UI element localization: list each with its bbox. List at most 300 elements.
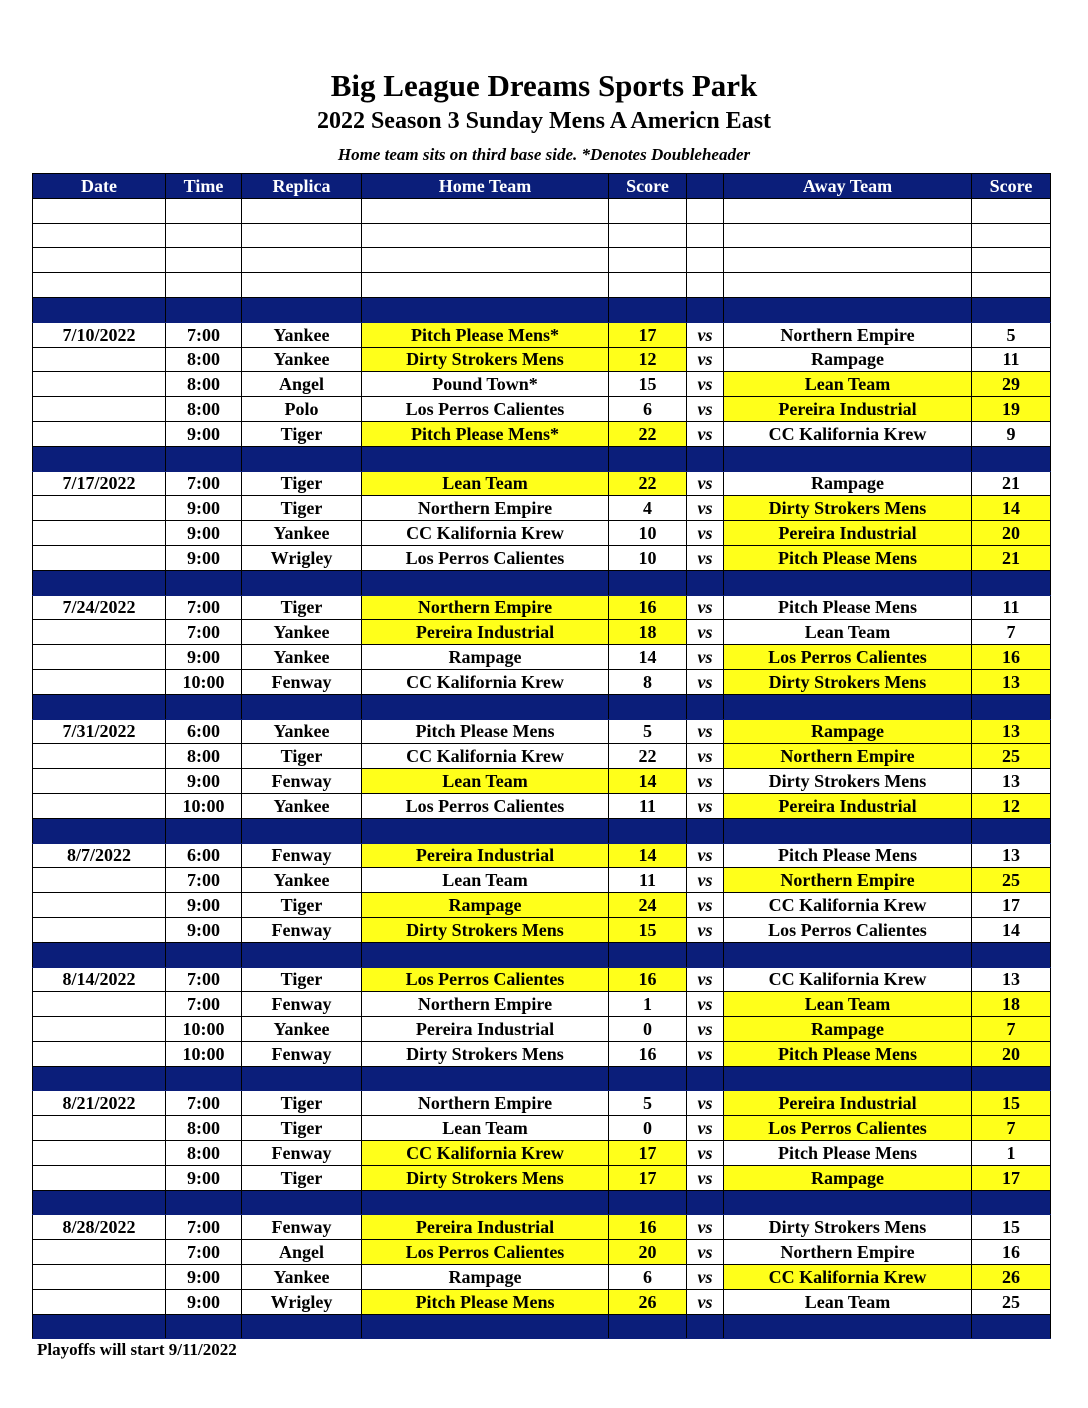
- away-score: 25: [972, 868, 1051, 893]
- vs-label: vs: [687, 992, 724, 1017]
- away-team: Lean Team: [724, 620, 972, 645]
- game-field: Angel: [242, 372, 362, 397]
- game-row: [33, 347, 1051, 372]
- vs-label: vs: [687, 769, 724, 794]
- away-score: 14: [972, 917, 1051, 942]
- game-field: Yankee: [242, 645, 362, 670]
- blank-cell: [242, 198, 362, 223]
- game-time: 9:00: [166, 545, 242, 570]
- game-field: Wrigley: [242, 545, 362, 570]
- home-team: Los Perros Calientes: [362, 397, 609, 422]
- week-separator: [33, 446, 1051, 471]
- away-score: 7: [972, 1017, 1051, 1042]
- separator-cell: [972, 446, 1051, 471]
- vs-label: vs: [687, 1215, 724, 1240]
- game-row: [33, 372, 1051, 397]
- game-time: 9:00: [166, 645, 242, 670]
- week-separator: [33, 818, 1051, 843]
- home-team: Pitch Please Mens: [362, 1289, 609, 1314]
- separator-cell: [687, 942, 724, 967]
- separator-cell: [166, 818, 242, 843]
- away-score: 13: [972, 769, 1051, 794]
- game-row: [33, 595, 1051, 620]
- footer-note: Playoffs will start 9/11/2022: [37, 1340, 237, 1359]
- game-time: 8:00: [166, 372, 242, 397]
- home-team: Northern Empire: [362, 595, 609, 620]
- game-date: 7/17/2022: [33, 471, 166, 496]
- separator-cell: [724, 446, 972, 471]
- game-date: [33, 893, 166, 918]
- vs-label: vs: [687, 793, 724, 818]
- blank-cell: [724, 198, 972, 223]
- game-row: [33, 1141, 1051, 1166]
- away-team: Pereira Industrial: [724, 1091, 972, 1116]
- home-score: 22: [609, 421, 687, 446]
- game-row: [33, 322, 1051, 347]
- game-row: [33, 769, 1051, 794]
- away-score: 5: [972, 322, 1051, 347]
- home-score: 22: [609, 744, 687, 769]
- game-row: [33, 421, 1051, 446]
- home-score: 16: [609, 967, 687, 992]
- week-separator: [33, 297, 1051, 322]
- home-team: Northern Empire: [362, 496, 609, 521]
- game-field: Tiger: [242, 595, 362, 620]
- home-team: CC Kalifornia Krew: [362, 1141, 609, 1166]
- game-field: Fenway: [242, 769, 362, 794]
- vs-label: vs: [687, 620, 724, 645]
- game-row: [33, 793, 1051, 818]
- game-row: [33, 992, 1051, 1017]
- game-date: [33, 669, 166, 694]
- away-score: 17: [972, 893, 1051, 918]
- game-row: [33, 967, 1051, 992]
- home-team: Pitch Please Mens*: [362, 421, 609, 446]
- game-row: [33, 471, 1051, 496]
- game-row: [33, 868, 1051, 893]
- separator-cell: [166, 446, 242, 471]
- blank-cell: [609, 248, 687, 273]
- home-score: 12: [609, 347, 687, 372]
- away-score: 7: [972, 620, 1051, 645]
- game-time: 7:00: [166, 595, 242, 620]
- week-separator: [33, 942, 1051, 967]
- blank-cell: [972, 198, 1051, 223]
- week-separator: [33, 1066, 1051, 1091]
- blank-row: [33, 198, 1051, 223]
- blank-cell: [609, 273, 687, 298]
- game-row: [33, 917, 1051, 942]
- game-time: 7:00: [166, 322, 242, 347]
- game-time: 10:00: [166, 1041, 242, 1066]
- game-time: 7:00: [166, 868, 242, 893]
- home-score: 11: [609, 793, 687, 818]
- separator-cell: [724, 1190, 972, 1215]
- separator-cell: [33, 818, 166, 843]
- vs-label: vs: [687, 645, 724, 670]
- away-score: 25: [972, 1289, 1051, 1314]
- home-score: 14: [609, 843, 687, 868]
- game-date: [33, 1265, 166, 1290]
- home-team: Los Perros Calientes: [362, 793, 609, 818]
- separator-cell: [609, 297, 687, 322]
- column-header-replica: Replica: [242, 174, 362, 199]
- game-row: [33, 1116, 1051, 1141]
- separator-cell: [362, 1190, 609, 1215]
- away-team: Lean Team: [724, 1289, 972, 1314]
- away-score: 12: [972, 793, 1051, 818]
- away-score: 20: [972, 521, 1051, 546]
- page-title: Big League Dreams Sports Park: [330, 68, 758, 103]
- separator-cell: [687, 1066, 724, 1091]
- table-header-row: [33, 174, 1051, 199]
- separator-cell: [724, 1314, 972, 1339]
- vs-label: vs: [687, 1091, 724, 1116]
- separator-cell: [687, 1190, 724, 1215]
- game-date: 8/21/2022: [33, 1091, 166, 1116]
- game-date: 7/31/2022: [33, 719, 166, 744]
- separator-cell: [972, 942, 1051, 967]
- home-team: Pereira Industrial: [362, 1215, 609, 1240]
- separator-cell: [242, 1314, 362, 1339]
- blank-cell: [687, 273, 724, 298]
- away-score: 13: [972, 719, 1051, 744]
- game-row: [33, 1240, 1051, 1265]
- blank-cell: [33, 248, 166, 273]
- game-field: Yankee: [242, 620, 362, 645]
- away-team: Lean Team: [724, 992, 972, 1017]
- away-team: Pitch Please Mens: [724, 595, 972, 620]
- blank-cell: [242, 248, 362, 273]
- blank-cell: [724, 273, 972, 298]
- blank-cell: [362, 198, 609, 223]
- game-time: 9:00: [166, 421, 242, 446]
- game-date: [33, 1240, 166, 1265]
- separator-cell: [972, 1066, 1051, 1091]
- game-date: [33, 347, 166, 372]
- vs-label: vs: [687, 496, 724, 521]
- home-score: 15: [609, 917, 687, 942]
- game-date: 8/28/2022: [33, 1215, 166, 1240]
- separator-cell: [972, 818, 1051, 843]
- home-team: Pitch Please Mens*: [362, 322, 609, 347]
- game-field: Yankee: [242, 347, 362, 372]
- blank-cell: [724, 223, 972, 248]
- separator-cell: [609, 942, 687, 967]
- separator-cell: [687, 570, 724, 595]
- separator-cell: [33, 570, 166, 595]
- away-team: Dirty Strokers Mens: [724, 1215, 972, 1240]
- away-team: Rampage: [724, 1017, 972, 1042]
- home-team: CC Kalifornia Krew: [362, 669, 609, 694]
- home-team: Los Perros Calientes: [362, 1240, 609, 1265]
- game-date: [33, 521, 166, 546]
- game-date: 7/10/2022: [33, 322, 166, 347]
- week-separator: [33, 1190, 1051, 1215]
- game-field: Polo: [242, 397, 362, 422]
- game-row: [33, 496, 1051, 521]
- vs-label: vs: [687, 372, 724, 397]
- game-field: Fenway: [242, 992, 362, 1017]
- home-score: 0: [609, 1017, 687, 1042]
- game-date: 8/7/2022: [33, 843, 166, 868]
- home-score: 18: [609, 620, 687, 645]
- home-team: Dirty Strokers Mens: [362, 1165, 609, 1190]
- separator-cell: [687, 297, 724, 322]
- separator-cell: [33, 694, 166, 719]
- vs-label: vs: [687, 347, 724, 372]
- separator-cell: [33, 1190, 166, 1215]
- home-score: 26: [609, 1289, 687, 1314]
- blank-cell: [687, 223, 724, 248]
- away-team: Pitch Please Mens: [724, 1041, 972, 1066]
- game-date: [33, 372, 166, 397]
- game-date: [33, 868, 166, 893]
- separator-cell: [362, 297, 609, 322]
- blank-cell: [166, 223, 242, 248]
- game-time: 8:00: [166, 1141, 242, 1166]
- home-team: Dirty Strokers Mens: [362, 347, 609, 372]
- away-team: Pitch Please Mens: [724, 545, 972, 570]
- game-time: 7:00: [166, 1215, 242, 1240]
- separator-cell: [687, 446, 724, 471]
- game-date: [33, 1289, 166, 1314]
- blank-cell: [166, 273, 242, 298]
- separator-cell: [724, 570, 972, 595]
- separator-cell: [33, 942, 166, 967]
- home-score: 10: [609, 521, 687, 546]
- blank-cell: [242, 223, 362, 248]
- blank-cell: [362, 248, 609, 273]
- separator-cell: [609, 570, 687, 595]
- game-field: Fenway: [242, 843, 362, 868]
- separator-cell: [362, 446, 609, 471]
- game-row: [33, 744, 1051, 769]
- game-field: Yankee: [242, 868, 362, 893]
- home-team: Rampage: [362, 1265, 609, 1290]
- vs-label: vs: [687, 1240, 724, 1265]
- game-row: [33, 397, 1051, 422]
- away-score: 25: [972, 744, 1051, 769]
- away-team: Rampage: [724, 719, 972, 744]
- away-score: 17: [972, 1165, 1051, 1190]
- vs-label: vs: [687, 397, 724, 422]
- game-row: [33, 719, 1051, 744]
- game-field: Fenway: [242, 669, 362, 694]
- game-row: [33, 545, 1051, 570]
- game-date: [33, 620, 166, 645]
- separator-cell: [242, 1190, 362, 1215]
- blank-row: [33, 273, 1051, 298]
- vs-label: vs: [687, 719, 724, 744]
- week-separator: [33, 1314, 1051, 1339]
- separator-cell: [687, 818, 724, 843]
- away-score: 1: [972, 1141, 1051, 1166]
- vs-label: vs: [687, 322, 724, 347]
- separator-cell: [33, 1314, 166, 1339]
- home-score: 0: [609, 1116, 687, 1141]
- game-time: 9:00: [166, 521, 242, 546]
- game-field: Tiger: [242, 893, 362, 918]
- game-date: [33, 1141, 166, 1166]
- separator-cell: [724, 694, 972, 719]
- game-row: [33, 1165, 1051, 1190]
- separator-cell: [609, 1066, 687, 1091]
- away-score: 15: [972, 1091, 1051, 1116]
- separator-cell: [972, 1190, 1051, 1215]
- home-team: Pereira Industrial: [362, 1017, 609, 1042]
- game-date: [33, 1116, 166, 1141]
- vs-label: vs: [687, 917, 724, 942]
- away-team: Lean Team: [724, 372, 972, 397]
- game-field: Fenway: [242, 1215, 362, 1240]
- blank-cell: [33, 223, 166, 248]
- away-score: 7: [972, 1116, 1051, 1141]
- game-field: Tiger: [242, 471, 362, 496]
- away-score: 13: [972, 669, 1051, 694]
- game-field: Fenway: [242, 1041, 362, 1066]
- game-time: 7:00: [166, 967, 242, 992]
- game-date: [33, 1041, 166, 1066]
- home-score: 16: [609, 1041, 687, 1066]
- game-field: Yankee: [242, 1017, 362, 1042]
- game-time: 8:00: [166, 744, 242, 769]
- game-field: Tiger: [242, 1165, 362, 1190]
- game-row: [33, 1017, 1051, 1042]
- vs-label: vs: [687, 1017, 724, 1042]
- away-team: Los Perros Calientes: [724, 1116, 972, 1141]
- game-date: [33, 421, 166, 446]
- away-score: 11: [972, 595, 1051, 620]
- game-time: 7:00: [166, 620, 242, 645]
- away-score: 14: [972, 496, 1051, 521]
- away-team: Pereira Industrial: [724, 521, 972, 546]
- away-team: Dirty Strokers Mens: [724, 669, 972, 694]
- away-team: Rampage: [724, 471, 972, 496]
- away-score: 13: [972, 843, 1051, 868]
- separator-cell: [724, 942, 972, 967]
- home-score: 5: [609, 719, 687, 744]
- home-score: 16: [609, 1215, 687, 1240]
- game-row: [33, 1041, 1051, 1066]
- column-header-time: Time: [166, 174, 242, 199]
- separator-cell: [242, 446, 362, 471]
- game-field: Yankee: [242, 322, 362, 347]
- vs-label: vs: [687, 1116, 724, 1141]
- blank-cell: [609, 198, 687, 223]
- separator-cell: [242, 694, 362, 719]
- separator-cell: [242, 1066, 362, 1091]
- column-header-date: Date: [33, 174, 166, 199]
- home-team: Lean Team: [362, 471, 609, 496]
- game-time: 9:00: [166, 496, 242, 521]
- blank-cell: [33, 198, 166, 223]
- game-time: 7:00: [166, 992, 242, 1017]
- separator-cell: [242, 818, 362, 843]
- blank-cell: [166, 198, 242, 223]
- game-time: 7:00: [166, 471, 242, 496]
- separator-cell: [362, 1314, 609, 1339]
- game-time: 9:00: [166, 1165, 242, 1190]
- blank-row: [33, 248, 1051, 273]
- game-time: 6:00: [166, 719, 242, 744]
- separator-cell: [166, 942, 242, 967]
- home-score: 14: [609, 645, 687, 670]
- game-date: [33, 496, 166, 521]
- separator-cell: [362, 818, 609, 843]
- game-row: [33, 1215, 1051, 1240]
- vs-label: vs: [687, 843, 724, 868]
- home-score: 10: [609, 545, 687, 570]
- away-score: 16: [972, 1240, 1051, 1265]
- separator-cell: [166, 1066, 242, 1091]
- home-score: 22: [609, 471, 687, 496]
- separator-cell: [609, 1190, 687, 1215]
- away-team: CC Kalifornia Krew: [724, 1265, 972, 1290]
- home-score: 1: [609, 992, 687, 1017]
- column-header-vs: [687, 174, 724, 199]
- game-field: Fenway: [242, 1141, 362, 1166]
- game-time: 7:00: [166, 1091, 242, 1116]
- blank-cell: [609, 223, 687, 248]
- vs-label: vs: [687, 521, 724, 546]
- week-separator: [33, 694, 1051, 719]
- game-time: 8:00: [166, 1116, 242, 1141]
- separator-cell: [609, 1314, 687, 1339]
- home-score: 17: [609, 322, 687, 347]
- separator-cell: [33, 446, 166, 471]
- blank-row: [33, 223, 1051, 248]
- away-team: CC Kalifornia Krew: [724, 967, 972, 992]
- game-time: 10:00: [166, 669, 242, 694]
- vs-label: vs: [687, 967, 724, 992]
- away-score: 21: [972, 545, 1051, 570]
- blank-cell: [362, 273, 609, 298]
- vs-label: vs: [687, 868, 724, 893]
- game-time: 9:00: [166, 1289, 242, 1314]
- away-score: 16: [972, 645, 1051, 670]
- home-team: Pereira Industrial: [362, 843, 609, 868]
- game-time: 9:00: [166, 893, 242, 918]
- away-team: Pitch Please Mens: [724, 843, 972, 868]
- game-date: [33, 645, 166, 670]
- schedule-table: [32, 173, 1051, 1339]
- game-time: 8:00: [166, 347, 242, 372]
- game-field: Tiger: [242, 421, 362, 446]
- home-team: Rampage: [362, 645, 609, 670]
- game-field: Fenway: [242, 917, 362, 942]
- away-team: Pereira Industrial: [724, 793, 972, 818]
- separator-cell: [166, 570, 242, 595]
- column-header-away-score: Score: [972, 174, 1051, 199]
- home-team: CC Kalifornia Krew: [362, 744, 609, 769]
- blank-cell: [166, 248, 242, 273]
- blank-cell: [242, 273, 362, 298]
- blank-cell: [972, 223, 1051, 248]
- vs-label: vs: [687, 669, 724, 694]
- away-score: 9: [972, 421, 1051, 446]
- away-team: Northern Empire: [724, 868, 972, 893]
- vs-label: vs: [687, 545, 724, 570]
- home-score: 6: [609, 397, 687, 422]
- away-score: 21: [972, 471, 1051, 496]
- game-row: [33, 893, 1051, 918]
- home-score: 14: [609, 769, 687, 794]
- game-field: Tiger: [242, 496, 362, 521]
- game-row: [33, 1265, 1051, 1290]
- game-time: 6:00: [166, 843, 242, 868]
- separator-cell: [724, 1066, 972, 1091]
